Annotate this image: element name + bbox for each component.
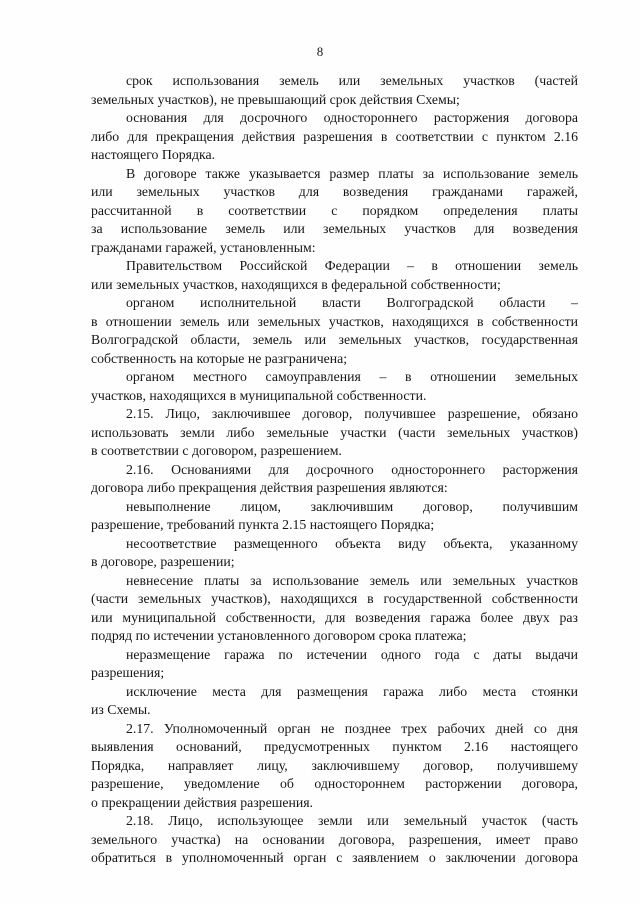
text-line: рассчитанной в соответствии с порядком определения платы <box>91 202 578 218</box>
text-line: разрешение, уведомление об одностороннем расторжении договора, <box>91 776 578 791</box>
paragraph <box>91 405 578 461</box>
text-line: земельных участков), не превышающий срок действия Схемы; <box>91 91 460 107</box>
paragraph <box>91 165 578 258</box>
text-line: или земельных участков, находящихся в федеральной собственности; <box>91 276 501 292</box>
text-line: о прекращении действия разрешения. <box>91 794 314 810</box>
text-line: разрешения; <box>91 665 165 680</box>
text-line: участков, находящихся в муниципальной собственности. <box>91 387 427 403</box>
paragraph <box>91 461 578 498</box>
text-line: основания для досрочного одностороннего расторжения договора <box>126 110 578 125</box>
text-line: неразмещение гаража по истечении одного года с даты выдачи <box>126 646 578 662</box>
text-line: разрешение, требований пункта 2.15 настоящего Порядка; <box>91 517 435 532</box>
text-line: Порядка, направляет лицу, заключившему договор, получившему <box>91 757 578 773</box>
text-line: (части земельных участков), находящихся в государственной собственности <box>91 591 578 606</box>
text-line: использовать земли либо земельные участки (части земельных участков) <box>91 424 578 440</box>
text-line: обратиться в уполномоченный орган с заявлением о заключении договора <box>91 850 578 865</box>
text-line: в договоре, разрешении; <box>91 554 235 569</box>
text-line: В договоре также указывается размер платы за использование земель <box>126 165 578 181</box>
text-line: из Схемы. <box>91 702 151 717</box>
text-line: 2.16. Основаниями для досрочного одностороннего расторжения <box>126 461 578 477</box>
text-line: за использование земель или земельных участков для возведения <box>91 221 578 236</box>
page-number: 8 <box>316 44 324 59</box>
text-line: органом местного самоуправления – в отношении земельных <box>126 369 578 384</box>
paragraph <box>91 368 578 405</box>
document-body <box>91 72 578 868</box>
paragraph <box>91 72 578 109</box>
paragraph <box>91 812 578 868</box>
text-line: настоящего Порядка. <box>91 147 216 162</box>
paragraph <box>91 535 578 572</box>
paragraph <box>91 720 578 813</box>
text-line: невыполнение лицом, заключившим договор, получившим <box>126 498 578 514</box>
text-line: либо для прекращения действия разрешения в соответствии с пунктом 2.16 <box>91 128 578 144</box>
text-line: в соответствии с договором, разрешением. <box>91 443 342 458</box>
paragraph <box>91 257 578 294</box>
text-line: 2.18. Лицо, использующее земли или земельный участок (часть <box>126 813 578 828</box>
text-line: или муниципальной собственности, для возведения гаража более двух раз <box>91 609 578 625</box>
text-line: в отношении земель или земельных участков, находящихся в собственности <box>91 313 578 329</box>
text-line: органом исполнительной власти Волгоградской области – <box>126 295 578 310</box>
text-line: исключение места для размещения гаража либо места стоянки <box>126 683 578 699</box>
text-line: договора либо прекращения действия разрешения являются: <box>91 480 448 495</box>
text-line: Правительством Российской Федерации – в отношении земель <box>126 258 578 273</box>
paragraph <box>91 498 578 535</box>
paragraph <box>91 646 578 683</box>
text-line: срок использования земель или земельных участков (частей <box>126 73 578 88</box>
text-line: подряд по истечении установленного договором срока платежа; <box>91 628 467 643</box>
text-line: 2.17. Уполномоченный орган не позднее трех рабочих дней со дня <box>126 720 578 736</box>
paragraph <box>91 294 578 368</box>
text-line: выявления оснований, предусмотренных пунктом 2.16 настоящего <box>91 739 578 754</box>
paragraph <box>91 109 578 165</box>
text-line: Волгоградской области, земель или земельных участков, государственная <box>91 332 578 347</box>
text-line: или земельных участков для возведения гражданами гаражей, <box>91 184 578 199</box>
text-line: невнесение платы за использование земель или земельных участков <box>126 572 578 588</box>
text-line: гражданами гаражей, установленным: <box>91 239 316 255</box>
paragraph <box>91 572 578 646</box>
text-line: несоответствие размещенного объекта виду объекта, указанному <box>126 535 578 551</box>
text-line: 2.15. Лицо, заключившее договор, получившее разрешение, обязано <box>126 406 578 421</box>
text-line: земельного участка) на основании договора, разрешения, имеет право <box>91 831 578 847</box>
text-line: собственность на которые не разграничена; <box>91 350 348 366</box>
paragraph <box>91 683 578 720</box>
